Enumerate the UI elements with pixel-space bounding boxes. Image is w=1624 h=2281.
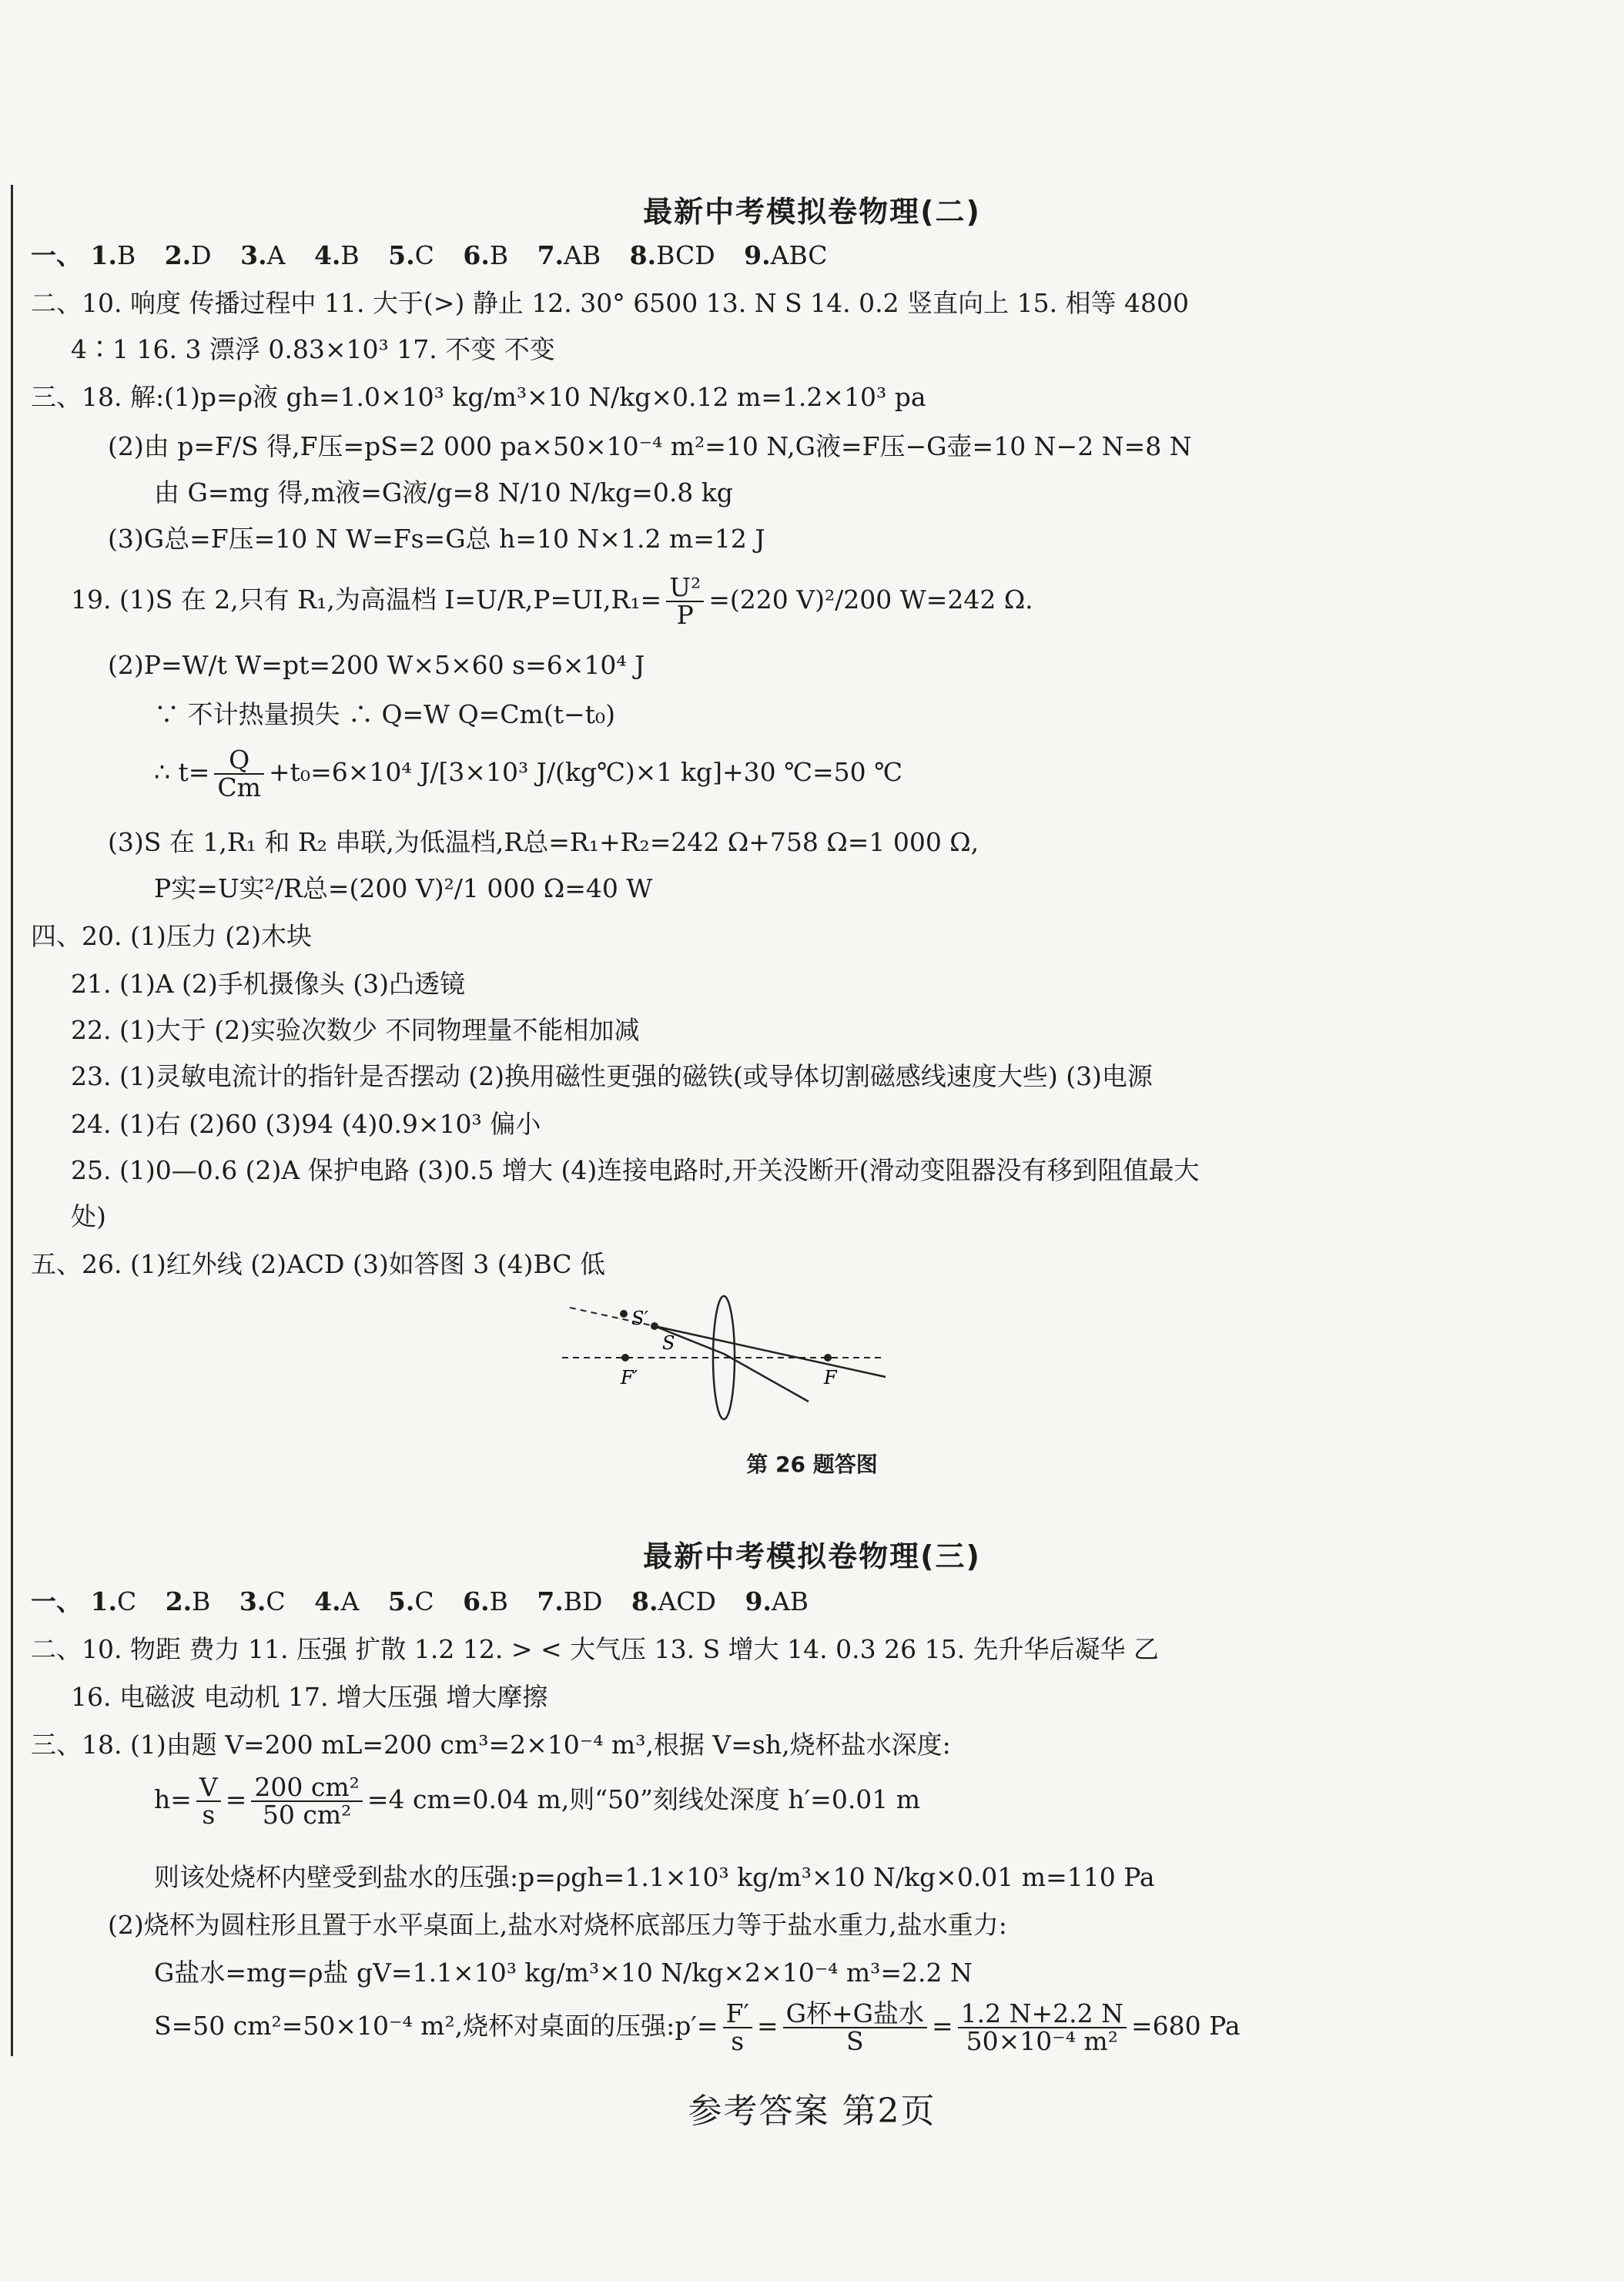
mc-8: 8.ACD: [631, 1586, 717, 1616]
fraction-numeric: $\frac{1.2 N+2.2 N}{\text{50×10⁻⁴ m²}}$: [958, 2001, 1127, 2055]
mc-9: 9.ABC: [744, 240, 828, 270]
p3-q18-line5: G盐水=mg=ρ盐 gV=1.1×10³ kg/m³×10 N/kg×2×10⁻⁴ m³=2.2 N: [154, 1958, 973, 1988]
paper2-title: 最新中考模拟卷物理(二): [643, 195, 981, 229]
point-f-prime: [621, 1354, 629, 1362]
q26: 五、26. (1)红外线 (2)ACD (3)如答图 3 (4)BC 低: [31, 1249, 606, 1279]
q21: 21. (1)A (2)手机摄像头 (3)凸透镜: [71, 969, 466, 999]
point-s-prime: [620, 1310, 628, 1318]
q24: 24. (1)右 (2)60 (3)94 (4)0.9×10³ 偏小: [71, 1109, 541, 1139]
q18-line3: 由 G=mg 得,m液=G液/g=8 N/10 N/kg=0.8 kg: [154, 477, 733, 507]
p3-q18-line1: 三、18. (1)由题 V=200 mL=200 cm³=2×10⁻⁴ m³,根据 V=sh,烧杯盐水深度:: [31, 1730, 951, 1760]
p3-q18-line2: h= $\frac{V}{s}$ = $\frac{\text{200 cm²}}{\text{50 cm²}}$ =4 cm=0.04 m,则“50”刻线处深度 h′=0.01 m: [154, 1772, 921, 1830]
q25-line1: 25. (1)0—0.6 (2)A 保护电路 (3)0.5 增大 (4)连接电路时,开关没断开(滑动变阻器没有移到阻值最大: [71, 1155, 1200, 1185]
mc-8: 8.BCD: [629, 240, 715, 270]
q22: 22. (1)大于 (2)实验次数少 不同物理量不能相加减: [71, 1015, 640, 1045]
mc-5: 5.C: [388, 240, 434, 270]
p3-q18-line6: S=50 cm²=50×10⁻⁴ m²,烧杯对桌面的压强:p′= $\frac{F'}{s}$ = $\frac{\text{G杯+G盐水}}{S}$ = $\frac{1.2 N+2.2 N}{\text{50×10⁻⁴ m²}}$ =680 Pa: [154, 1998, 1241, 2056]
q19-line1: 19. (1)S 在 2,只有 R₁,为高温档 I=U/R,P=UI,R₁= $\frac{\text{U²}}{P}$ =(220 V)²/200 W=242 Ω.: [71, 572, 1033, 630]
paper2-section2-line1: 二、10. 响度 传播过程中 11. 大于(>) 静止 12. 30° 6500 13. N S 14. 0.2 竖直向上 15. 相等 4800: [31, 288, 1190, 318]
fraction-u2-over-p: $\frac{\text{U²}}{P}$: [666, 574, 704, 628]
q18-line2: (2)由 p=F/S 得,F压=pS=2 000 pa×50×10⁻⁴ m²=10 N,G液=F压−G壶=10 N−2 N=8 N: [108, 431, 1192, 461]
mc-4: 4.A: [314, 1586, 360, 1616]
label-s-prime: S′: [631, 1308, 648, 1329]
q19-line2: (2)P=W/t W=pt=200 W×5×60 s=6×10⁴ J: [108, 650, 645, 680]
mc-7: 7.BD: [537, 1586, 603, 1616]
fraction-v-over-s: $\frac{V}{s}$: [196, 1774, 221, 1828]
paper3-title: 最新中考模拟卷物理(三): [643, 1539, 981, 1573]
mc-4: 4.B: [313, 240, 360, 270]
q19-line6: P实=U实²/R总=(200 V)²/1 000 Ω=40 W: [154, 873, 653, 903]
paper3-section2-line2: 16. 电磁波 电动机 17. 增大压强 增大摩擦: [71, 1682, 548, 1712]
exit-ray: [724, 1354, 809, 1402]
q20: 四、20. (1)压力 (2)木块: [31, 921, 312, 951]
mc-2: 2.B: [165, 1586, 211, 1616]
page-footer: 参考答案 第2页: [688, 2092, 936, 2131]
p3-q18-line4: (2)烧杯为圆柱形且置于水平桌面上,盐水对烧杯底部压力等于盐水重力,盐水重力:: [108, 1910, 1007, 1940]
q23: 23. (1)灵敏电流计的指针是否摆动 (2)换用磁性更强的磁铁(或导体切割磁感线速度大些) (3)电源: [71, 1061, 1153, 1091]
q25-line2: 处): [71, 1201, 106, 1231]
fraction-g-sum-over-s: $\frac{\text{G杯+G盐水}}{S}$: [783, 2001, 927, 2055]
paper3-section2-line1: 二、10. 物距 费力 11. 压强 扩散 1.2 12. > < 大气压 13. S 增大 14. 0.3 26 15. 先升华后凝华 乙: [31, 1634, 1160, 1664]
label-f-prime: F′: [621, 1367, 638, 1388]
q18-line1: 三、18. 解:(1)p=ρ液 gh=1.0×10³ kg/m³×10 N/kg×0.12 m=1.2×10³ pa: [31, 382, 926, 412]
refracted-ray: [655, 1326, 886, 1377]
mc-1: 1.C: [90, 1586, 137, 1616]
point-s: [651, 1322, 658, 1330]
q18-line4: (3)G总=F压=10 N W=Fs=G总 h=10 N×1.2 m=12 J: [108, 524, 765, 554]
mc-6: 6.B: [463, 1586, 508, 1616]
lens-ray-diagram: [554, 1286, 893, 1425]
mc-6: 6.B: [463, 240, 509, 270]
paper2-section1: 一、 1.B 2.D 3.A 4.B 5.C 6.B 7.AB 8.BCD 9.ABC: [31, 240, 828, 270]
q19-line5: (3)S 在 1,R₁ 和 R₂ 串联,为低温档,R总=R₁+R₂=242 Ω+758 Ω=1 000 Ω,: [108, 827, 979, 857]
left-margin-rule: [11, 185, 13, 2056]
q19-line4: ∴ t= $\frac{Q}{Cm}$ +t₀=6×10⁴ J/[3×10³ J/(kg℃)×1 kg]+30 ℃=50 ℃: [154, 745, 903, 802]
p3-q18-line3: 则该处烧杯内壁受到盐水的压强:p=ρgh=1.1×10³ kg/m³×10 N/kg×0.01 m=110 Pa: [154, 1862, 1155, 1892]
paper3-section1: 一、 1.C 2.B 3.C 4.A 5.C 6.B 7.BD 8.ACD 9.AB: [31, 1586, 809, 1616]
mc-1: 1.B: [90, 240, 136, 270]
mc-3: 3.C: [239, 1586, 286, 1616]
mc-3: 3.A: [240, 240, 286, 270]
label-s: S: [662, 1332, 675, 1354]
fraction-f-over-s: $\frac{F'}{s}$: [723, 2001, 752, 2055]
paper2-section2-line2: 4∶1 16. 3 漂浮 0.83×10³ 17. 不变 不变: [71, 334, 555, 364]
point-f: [824, 1354, 832, 1362]
mc-7: 7.AB: [537, 240, 601, 270]
mc-2: 2.D: [164, 240, 212, 270]
mc-9: 9.AB: [745, 1586, 809, 1616]
q19-line3: ∵ 不计热量损失 ∴ Q=W Q=Cm(t−t₀): [154, 699, 615, 729]
fraction-200-over-50: $\frac{\text{200 cm²}}{\text{50 cm²}}$: [251, 1774, 362, 1828]
figure-caption: 第 26 题答图: [746, 1452, 878, 1477]
mc-5: 5.C: [387, 1586, 434, 1616]
fraction-q-over-cm: $\frac{Q}{Cm}$: [214, 747, 264, 801]
label-f: F: [824, 1367, 837, 1388]
